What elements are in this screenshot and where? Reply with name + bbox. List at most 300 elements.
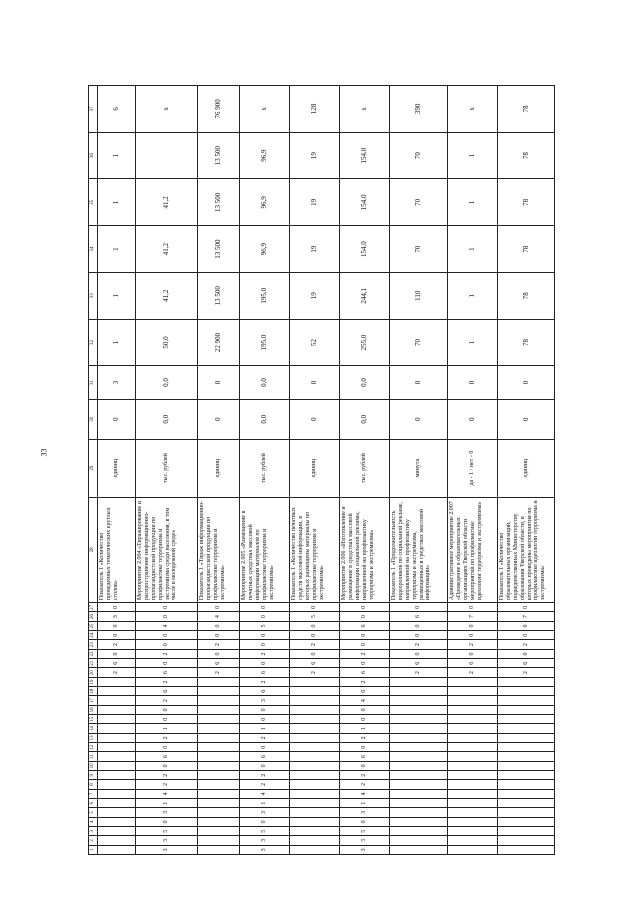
code-digit-cell: [290, 789, 340, 798]
code-digit-cell: 0: [340, 817, 390, 826]
code-digit-cell: 0: [290, 603, 340, 612]
code-digit-cell: 0: [390, 631, 448, 640]
code-digit-cell: 5: [240, 827, 290, 836]
code-digit-cell: 0: [240, 761, 290, 770]
code-digit-cell: 2: [340, 780, 390, 789]
code-digit-cell: [498, 743, 555, 752]
value-cell: 255,0: [340, 319, 390, 366]
value-cell: 0: [498, 399, 555, 439]
code-digit-cell: 6: [390, 659, 448, 668]
column-number: 6: [89, 799, 98, 808]
code-digit-cell: [198, 743, 240, 752]
code-digit-cell: [290, 827, 340, 836]
code-digit-cell: [448, 715, 498, 724]
code-digit-cell: 2: [340, 649, 390, 658]
code-digit-cell: [198, 715, 240, 724]
code-digit-cell: [448, 687, 498, 696]
value-cell: 41,2: [136, 179, 198, 226]
code-digit-cell: 0: [340, 761, 390, 770]
code-digit-cell: 0: [240, 640, 290, 649]
code-digit-cell: [448, 724, 498, 733]
column-number: 15: [89, 715, 98, 724]
column-number: 17: [89, 696, 98, 705]
code-digit-cell: 3: [136, 836, 198, 845]
column-number: 7: [89, 789, 98, 798]
code-digit-cell: 3: [240, 845, 290, 854]
table-row: [498, 86, 555, 855]
code-digit-cell: 0: [498, 621, 555, 630]
code-digit-cell: [390, 752, 448, 761]
value-cell: 0: [390, 399, 448, 439]
code-digit-cell: [198, 696, 240, 705]
code-digit-cell: 7: [498, 612, 555, 621]
value-cell: 154,0: [340, 226, 390, 273]
value-cell: 19: [290, 179, 340, 226]
value-cell: 1: [448, 179, 498, 226]
column-number: 18: [89, 687, 98, 696]
code-digit-cell: 3: [98, 612, 136, 621]
value-cell: 78: [498, 179, 555, 226]
value-cell: 0,0: [240, 399, 290, 439]
value-cell: 0: [498, 366, 555, 399]
code-digit-cell: [448, 808, 498, 817]
code-digit-cell: [198, 780, 240, 789]
code-digit-cell: [98, 733, 136, 742]
code-digit-cell: 0: [136, 612, 198, 621]
code-digit-cell: [198, 733, 240, 742]
header-row: [89, 86, 98, 855]
column-number: 22: [89, 649, 98, 658]
value-cell: 0: [98, 399, 136, 439]
column-number: 10: [89, 761, 98, 770]
value-cell: 1: [98, 226, 136, 273]
value-cell: 13 500: [198, 272, 240, 319]
code-digit-cell: 2: [136, 771, 198, 780]
code-digit-cell: 0: [340, 603, 390, 612]
code-digit-cell: [290, 677, 340, 686]
code-digit-cell: 2: [240, 733, 290, 742]
code-digit-cell: [390, 733, 448, 742]
code-digit-cell: [198, 724, 240, 733]
item-name-cell: Мероприятие 2.004 «Тиражирование и распространение информационно-пропагандистской продукции по профилактике терроризма и экстремизма среди населения, в том числе в молодежной среде»: [136, 497, 198, 603]
code-digit-cell: 2: [136, 649, 198, 658]
code-digit-cell: [498, 761, 555, 770]
code-digit-cell: [98, 687, 136, 696]
code-digit-cell: 3: [240, 808, 290, 817]
code-digit-cell: 0: [448, 649, 498, 658]
code-digit-cell: [498, 752, 555, 761]
code-digit-cell: [498, 789, 555, 798]
column-number: 21: [89, 659, 98, 668]
value-cell: 78: [498, 132, 555, 179]
code-digit-cell: [198, 799, 240, 808]
code-digit-cell: 0: [98, 631, 136, 640]
value-cell: 0: [198, 366, 240, 399]
value-cell: 96,9: [240, 179, 290, 226]
code-digit-cell: [448, 827, 498, 836]
value-cell: 1: [448, 272, 498, 319]
code-digit-cell: 2: [240, 780, 290, 789]
code-digit-cell: [390, 817, 448, 826]
column-number: 9: [89, 771, 98, 780]
code-digit-cell: [390, 705, 448, 714]
code-digit-cell: [390, 724, 448, 733]
value-cell: 110: [390, 272, 448, 319]
code-digit-cell: [98, 715, 136, 724]
code-digit-cell: [290, 687, 340, 696]
code-digit-cell: [290, 715, 340, 724]
code-digit-cell: [448, 743, 498, 752]
code-digit-cell: [290, 817, 340, 826]
value-cell: 3: [98, 366, 136, 399]
code-digit-cell: 3: [340, 808, 390, 817]
code-digit-cell: 0: [98, 649, 136, 658]
code-digit-cell: [448, 752, 498, 761]
value-cell: 0: [290, 399, 340, 439]
code-digit-cell: 7: [448, 612, 498, 621]
code-digit-cell: 0: [198, 621, 240, 630]
code-digit-cell: 2: [240, 649, 290, 658]
value-cell: 19: [290, 132, 340, 179]
code-digit-cell: [498, 780, 555, 789]
unit-cell: да - 1 / нет - 0: [448, 439, 498, 497]
code-digit-cell: [198, 752, 240, 761]
code-digit-cell: 0: [340, 631, 390, 640]
code-digit-cell: 0: [198, 631, 240, 640]
code-digit-cell: [198, 771, 240, 780]
code-digit-cell: 0: [240, 817, 290, 826]
code-digit-cell: [290, 799, 340, 808]
column-number: 34: [89, 226, 98, 273]
value-cell: 6: [98, 86, 136, 133]
code-digit-cell: [498, 705, 555, 714]
code-digit-cell: [290, 808, 340, 817]
code-digit-cell: 6: [340, 687, 390, 696]
code-digit-cell: 0: [340, 640, 390, 649]
code-digit-cell: 6: [240, 687, 290, 696]
value-cell: 0: [448, 366, 498, 399]
code-digit-cell: [498, 799, 555, 808]
value-cell: 19: [290, 272, 340, 319]
value-cell: 96,9: [240, 226, 290, 273]
code-digit-cell: 0: [136, 659, 198, 668]
code-digit-cell: 6: [340, 668, 390, 677]
unit-cell: единиц: [290, 439, 340, 497]
code-digit-cell: [198, 705, 240, 714]
code-digit-cell: 0: [240, 743, 290, 752]
code-digit-cell: [498, 808, 555, 817]
code-digit-cell: [198, 677, 240, 686]
unit-cell: единиц: [98, 439, 136, 497]
column-number: 19: [89, 677, 98, 686]
code-digit-cell: [498, 733, 555, 742]
table-row: [98, 86, 136, 855]
item-name-cell: Мероприятие 2.005 «Размещение в печатных средствах массовой информации материалов по профилактике терроризма и экстремизма»: [240, 497, 290, 603]
column-number: 28: [89, 497, 98, 603]
code-digit-cell: 2: [390, 668, 448, 677]
code-digit-cell: [448, 677, 498, 686]
code-digit-cell: [198, 836, 240, 845]
column-number: 3: [89, 827, 98, 836]
value-cell: 1: [98, 319, 136, 366]
code-digit-cell: 5: [136, 827, 198, 836]
code-digit-cell: 0: [240, 603, 290, 612]
code-digit-cell: [290, 752, 340, 761]
column-number: 16: [89, 705, 98, 714]
code-digit-cell: [390, 799, 448, 808]
code-digit-cell: 2: [136, 696, 198, 705]
column-number: 27: [89, 603, 98, 612]
code-digit-cell: 2: [198, 668, 240, 677]
value-cell: 78: [498, 272, 555, 319]
code-digit-cell: [390, 715, 448, 724]
item-name-cell: Показатель 1 «Количество проведенных тематических круглых столов»: [98, 497, 136, 603]
code-digit-cell: 0: [340, 659, 390, 668]
code-digit-cell: [98, 845, 136, 854]
value-cell: 0,0: [340, 366, 390, 399]
item-name-cell: Показатель 1 «Количество печатных средств массовой информации, в которых размещены материалы по профилактике терроризма и экстремизма»: [290, 497, 340, 603]
code-digit-cell: [448, 761, 498, 770]
code-digit-cell: [98, 761, 136, 770]
code-digit-cell: 6: [448, 659, 498, 668]
code-digit-cell: 0: [290, 649, 340, 658]
code-digit-cell: 0: [340, 612, 390, 621]
code-digit-cell: 2: [340, 733, 390, 742]
code-digit-cell: 0: [498, 649, 555, 658]
column-number: 4: [89, 817, 98, 826]
code-digit-cell: [198, 687, 240, 696]
code-digit-cell: 4: [340, 696, 390, 705]
code-digit-cell: 0: [198, 649, 240, 658]
value-cell: 0,0: [136, 366, 198, 399]
value-cell: 13 500: [198, 226, 240, 273]
code-digit-cell: [290, 733, 340, 742]
column-number: 25: [89, 621, 98, 630]
table-row: [136, 86, 198, 855]
code-digit-cell: 0: [240, 631, 290, 640]
code-digit-cell: [390, 743, 448, 752]
code-digit-cell: 1: [240, 799, 290, 808]
value-cell: 0,0: [240, 366, 290, 399]
code-digit-cell: [448, 799, 498, 808]
code-digit-cell: [198, 789, 240, 798]
code-digit-cell: 2: [290, 668, 340, 677]
code-digit-cell: 2: [448, 668, 498, 677]
code-digit-cell: 6: [198, 659, 240, 668]
program-table: [88, 85, 555, 855]
code-digit-cell: 6: [136, 668, 198, 677]
code-digit-cell: [448, 789, 498, 798]
code-digit-cell: 5: [240, 621, 290, 630]
code-digit-cell: [448, 771, 498, 780]
value-cell: 70: [390, 132, 448, 179]
code-digit-cell: 6: [136, 687, 198, 696]
code-digit-cell: 0: [198, 603, 240, 612]
code-digit-cell: [448, 705, 498, 714]
code-digit-cell: [498, 836, 555, 845]
code-digit-cell: 0: [136, 715, 198, 724]
code-digit-cell: 0: [448, 621, 498, 630]
code-digit-cell: 0: [240, 705, 290, 714]
column-number: 12: [89, 743, 98, 752]
value-cell: 78: [498, 319, 555, 366]
code-digit-cell: 4: [136, 789, 198, 798]
value-cell: 78: [498, 86, 555, 133]
code-digit-cell: 1: [240, 724, 290, 733]
value-cell: 78: [498, 226, 555, 273]
column-number: 36: [89, 132, 98, 179]
code-digit-cell: [98, 808, 136, 817]
code-digit-cell: 0: [240, 659, 290, 668]
code-digit-cell: 1: [340, 724, 390, 733]
value-cell: 70: [390, 179, 448, 226]
unit-cell: тыс. рублей: [240, 439, 290, 497]
value-cell: 0: [290, 366, 340, 399]
code-digit-cell: [98, 771, 136, 780]
code-digit-cell: [498, 817, 555, 826]
code-digit-cell: 0: [390, 649, 448, 658]
value-cell: 13 500: [198, 179, 240, 226]
code-digit-cell: 2: [136, 677, 198, 686]
code-digit-cell: [448, 733, 498, 742]
code-digit-cell: 2: [136, 780, 198, 789]
code-digit-cell: [448, 696, 498, 705]
item-name-cell: Мероприятие 2.006 «Изготовление и размещение в средствах массовой информации социальной рекламы, направленной на профилактику терроризма и экстремизма»: [340, 497, 390, 603]
code-digit-cell: 5: [340, 827, 390, 836]
code-digit-cell: [98, 780, 136, 789]
code-digit-cell: 0: [136, 631, 198, 640]
code-digit-cell: [198, 817, 240, 826]
item-name-cell: Показатель 1 «Количество образовательных организаций, подведомственных Министерству образования Тверской области, в которых проведены мероприятия по профилактике идеологии терроризма и экстремизма»: [498, 497, 555, 603]
value-cell: 1: [98, 272, 136, 319]
code-digit-cell: [290, 845, 340, 854]
code-digit-cell: 3: [240, 696, 290, 705]
code-digit-cell: 5: [290, 612, 340, 621]
item-name-cell: Показатель 1 «Продолжительность видеороликов по социальной рекламе, направленной на профилактику терроризма и экстремизма, размещенных в средствах массовой информации»: [390, 497, 448, 603]
code-digit-cell: 4: [340, 789, 390, 798]
code-digit-cell: 0: [136, 705, 198, 714]
code-digit-cell: 0: [448, 631, 498, 640]
column-number: 2: [89, 836, 98, 845]
code-digit-cell: 6: [498, 659, 555, 668]
code-digit-cell: [290, 705, 340, 714]
column-number: 30: [89, 399, 98, 439]
code-digit-cell: 1: [136, 724, 198, 733]
code-digit-cell: 0: [290, 631, 340, 640]
code-digit-cell: [290, 761, 340, 770]
table-row: [340, 86, 390, 855]
code-digit-cell: 2: [340, 771, 390, 780]
code-digit-cell: 6: [340, 752, 390, 761]
code-digit-cell: 1: [340, 799, 390, 808]
column-number: 37: [89, 86, 98, 133]
column-number: 29: [89, 439, 98, 497]
value-cell: 70: [390, 319, 448, 366]
code-digit-cell: [390, 771, 448, 780]
code-digit-cell: 2: [498, 668, 555, 677]
unit-cell: тыс. рублей: [340, 439, 390, 497]
code-digit-cell: 6: [340, 621, 390, 630]
code-digit-cell: 3: [240, 836, 290, 845]
code-digit-cell: [390, 687, 448, 696]
item-name-cell: Показатель 1 «Тираж информационно-пропагандистской продукции по профилактике терроризма и экстремизма»: [198, 497, 240, 603]
code-digit-cell: 0: [390, 621, 448, 630]
column-number: 26: [89, 612, 98, 621]
item-name-cell: Административное мероприятие 2.007 «Проведение в образовательных организациях Тверской области мероприятий по профилактике идеологии терроризма и экстремизма»: [448, 497, 498, 603]
code-digit-cell: 6: [98, 659, 136, 668]
table-row: [290, 86, 340, 855]
value-cell: 1: [448, 132, 498, 179]
code-digit-cell: 0: [98, 621, 136, 630]
code-digit-cell: [290, 743, 340, 752]
code-digit-cell: [390, 761, 448, 770]
code-digit-cell: 0: [240, 715, 290, 724]
value-cell: х: [340, 86, 390, 133]
code-digit-cell: [390, 808, 448, 817]
column-number: 5: [89, 808, 98, 817]
code-digit-cell: 2: [198, 640, 240, 649]
value-cell: 195,0: [240, 272, 290, 319]
code-digit-cell: [98, 705, 136, 714]
column-number: 24: [89, 631, 98, 640]
code-digit-cell: 2: [98, 668, 136, 677]
page-number: 33: [39, 448, 49, 457]
code-digit-cell: [448, 836, 498, 845]
code-digit-cell: [448, 780, 498, 789]
code-digit-cell: 0: [136, 743, 198, 752]
code-digit-cell: 4: [240, 789, 290, 798]
unit-cell: единиц: [498, 439, 555, 497]
column-number: 14: [89, 724, 98, 733]
value-cell: х: [240, 86, 290, 133]
column-number: 35: [89, 179, 98, 226]
code-digit-cell: [98, 677, 136, 686]
value-cell: 76 900: [198, 86, 240, 133]
code-digit-cell: 0: [290, 621, 340, 630]
code-digit-cell: [98, 752, 136, 761]
value-cell: 244,1: [340, 272, 390, 319]
table-row: [240, 86, 290, 855]
value-cell: 41,2: [136, 226, 198, 273]
unit-cell: минута: [390, 439, 448, 497]
unit-cell: единиц: [198, 439, 240, 497]
code-digit-cell: [390, 696, 448, 705]
table-row: [390, 86, 448, 855]
code-digit-cell: [498, 771, 555, 780]
column-number: 1: [89, 845, 98, 854]
value-cell: 13 500: [198, 132, 240, 179]
unit-cell: тыс. рублей: [136, 439, 198, 497]
code-digit-cell: [498, 677, 555, 686]
column-number: 20: [89, 668, 98, 677]
value-cell: 41,2: [136, 272, 198, 319]
code-digit-cell: 0: [498, 631, 555, 640]
value-cell: 22 900: [198, 319, 240, 366]
code-digit-cell: [390, 845, 448, 854]
code-digit-cell: 2: [240, 771, 290, 780]
code-digit-cell: [498, 724, 555, 733]
column-number: 13: [89, 733, 98, 742]
code-digit-cell: 0: [136, 817, 198, 826]
code-digit-cell: 4: [198, 612, 240, 621]
code-digit-cell: [290, 771, 340, 780]
code-digit-cell: 0: [136, 761, 198, 770]
code-digit-cell: 0: [340, 743, 390, 752]
value-cell: 195,0: [240, 319, 290, 366]
code-digit-cell: 0: [390, 603, 448, 612]
value-cell: 0,0: [136, 399, 198, 439]
code-digit-cell: [498, 715, 555, 724]
